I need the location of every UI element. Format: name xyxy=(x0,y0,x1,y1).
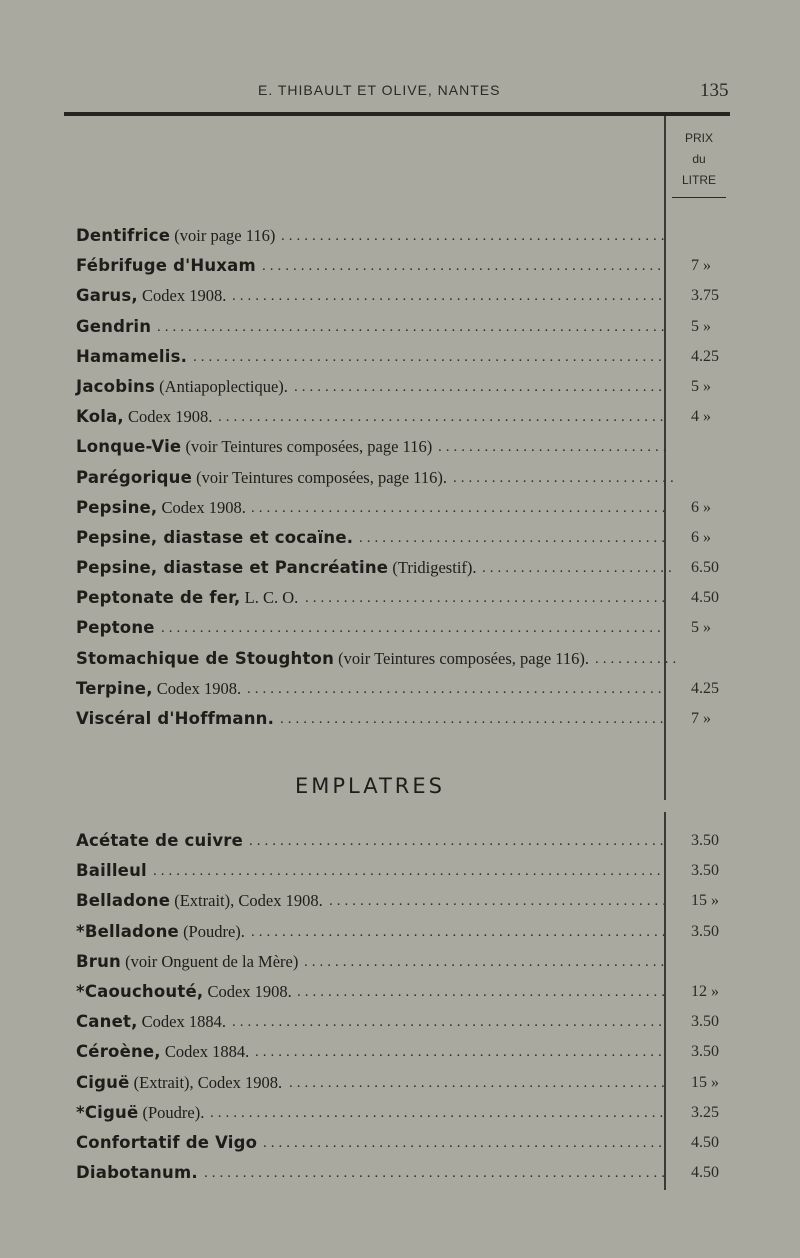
entry-note: L. C. O. xyxy=(240,588,299,608)
entry-name: Diabotanum. xyxy=(76,1163,198,1183)
dot-leader: ........................................................... xyxy=(210,1104,668,1121)
entry-price: 4.25 xyxy=(691,679,719,697)
price-heading-line2: du xyxy=(692,152,706,166)
entry-price: 5 » xyxy=(691,317,711,335)
entry-price: 15 » xyxy=(691,892,719,910)
entry-price: 3.50 xyxy=(691,922,719,940)
section2-entry xyxy=(76,1068,736,1098)
page-number: 135 xyxy=(700,80,729,101)
dot-leader: .................................................................. xyxy=(153,863,665,880)
section1-entry xyxy=(76,613,736,643)
section2-entry xyxy=(76,1007,736,1037)
section2-entry xyxy=(76,1037,736,1067)
entry-note: (voir Teintures composées, page 116) xyxy=(181,437,433,457)
entry-note: Codex 1908. xyxy=(137,286,227,306)
section1-entry xyxy=(76,342,736,372)
entry-name: Hamamelis. xyxy=(76,346,188,366)
entry-price: 3.50 xyxy=(691,1043,719,1061)
dot-leader: ................................................ xyxy=(297,983,669,1000)
entry-price: 7 » xyxy=(691,710,711,727)
entry-name: Brun xyxy=(76,951,122,971)
section1-entry xyxy=(76,281,736,311)
entry-note: (Extrait), Codex 1908. xyxy=(170,891,323,911)
entry-note: Codex 1908. xyxy=(123,407,213,427)
entry-price: 7 » xyxy=(691,257,711,275)
section1-entry xyxy=(76,251,736,281)
section1-entry xyxy=(76,432,736,462)
dot-leader: ........................................................ xyxy=(232,288,666,305)
section2-entry xyxy=(76,1158,736,1188)
entry-name: *Caouchouté, xyxy=(76,981,204,1001)
section2-entry xyxy=(76,977,736,1007)
dot-leader: ........................................................ xyxy=(232,1014,666,1031)
dot-leader: ................................................................. xyxy=(161,620,665,637)
entry-price: 4.50 xyxy=(691,1164,719,1182)
entry-name: Kola, xyxy=(76,407,124,427)
entry-name: *Ciguë xyxy=(76,1102,139,1122)
entry-price: 4 » xyxy=(691,408,711,426)
price-heading-rule xyxy=(672,197,726,198)
entry-name: Acétate de cuivre xyxy=(76,831,243,850)
entry-name: Terpine, xyxy=(76,678,153,698)
entry-note: Codex 1908. xyxy=(152,678,242,698)
entry-name: Belladone xyxy=(76,891,171,911)
dot-leader: ......................... xyxy=(482,560,676,577)
dot-leader: .................................................. xyxy=(280,711,668,727)
running-title: E. THIBAULT ET OLIVE, NANTES xyxy=(258,82,501,98)
entry-note: Codex 1884. xyxy=(137,1012,227,1032)
entry-note: (Antiapoplectique). xyxy=(155,376,288,396)
entry-name: Viscéral d'Hoffmann. xyxy=(76,709,275,728)
entry-price: 3.50 xyxy=(691,862,719,880)
dot-leader: .................................................... xyxy=(263,1134,666,1151)
section2-entry xyxy=(76,856,736,886)
dot-leader: .............................. xyxy=(438,439,671,456)
section1-entry xyxy=(76,402,736,432)
dot-leader: ........... xyxy=(595,650,681,667)
section1-entry xyxy=(76,674,736,704)
price-heading-line1: PRIX xyxy=(684,131,713,145)
entry-note: (Tridigestif). xyxy=(388,558,477,578)
entry-price: 6 » xyxy=(691,498,711,516)
entry-price: 6.50 xyxy=(691,559,719,577)
entry-name: Peptone xyxy=(76,618,155,638)
dot-leader: ..................................................... xyxy=(255,1044,666,1061)
dot-leader: ...................................................... xyxy=(247,680,666,697)
entry-price: 5 » xyxy=(691,619,711,637)
dot-leader: ............................................... xyxy=(305,590,670,607)
entry-note: Codex 1908. xyxy=(203,981,292,1001)
section2-entry xyxy=(76,1128,736,1158)
entry-name: Gendrin xyxy=(76,316,152,336)
dot-leader: .................................................. xyxy=(281,228,669,244)
entry-name: Pepsine, diastase et cocaïne. xyxy=(76,527,354,547)
entry-name: Dentifrice xyxy=(76,226,171,245)
entry-name: Jacobins xyxy=(76,376,156,396)
entry-name: Lonque-Vie xyxy=(76,437,182,457)
page-header xyxy=(0,80,800,104)
price-heading-line3: LITRE xyxy=(681,173,716,187)
entry-name: Peptonate de fer, xyxy=(76,588,241,608)
entry-name: Pepsine, diastase et Pancréatine xyxy=(76,558,389,578)
entry-name: Parégorique xyxy=(76,467,193,487)
entry-name: Ciguë xyxy=(76,1072,130,1092)
dot-leader: ............................................................ xyxy=(204,1165,669,1182)
entry-name: Garus, xyxy=(76,286,138,306)
section2-entry xyxy=(76,917,736,947)
entry-name: Stomachique de Stoughton xyxy=(76,648,335,668)
entry-name: Céroène, xyxy=(76,1042,161,1062)
entry-price: 5 » xyxy=(691,377,711,395)
entry-note: Codex 1884. xyxy=(160,1042,250,1062)
dot-leader: ...................................................... xyxy=(249,833,668,849)
entry-note: (voir Onguent de la Mère) xyxy=(121,951,299,971)
header-rule xyxy=(64,112,730,116)
section1-entry xyxy=(76,523,736,553)
entry-price: 12 » xyxy=(691,982,719,1000)
section-title-emplatres: EMPLATRES xyxy=(295,774,445,798)
entry-note: (Poudre). xyxy=(138,1102,205,1122)
entry-name: Bailleul xyxy=(76,861,147,881)
entry-price: 4.50 xyxy=(691,589,719,607)
section2-entry xyxy=(76,1098,736,1128)
dot-leader: ........................................ xyxy=(359,529,669,546)
entry-price: 4.25 xyxy=(691,347,719,365)
emplatres-list xyxy=(76,826,736,1188)
entry-name: Pepsine, xyxy=(76,497,158,517)
dot-leader: .......................................................... xyxy=(218,409,668,426)
entry-price: 3.75 xyxy=(691,287,719,305)
entry-price: 3.25 xyxy=(691,1103,719,1121)
entry-name: *Belladone xyxy=(76,921,179,941)
section1-entry xyxy=(76,644,736,674)
dot-leader: ...................................................... xyxy=(251,923,670,940)
entry-name: Fébrifuge d'Huxam xyxy=(76,256,256,276)
dot-leader: .................................................................. xyxy=(157,318,669,335)
section1-entry xyxy=(76,463,736,493)
entry-note: (Poudre). xyxy=(178,921,245,941)
dot-leader: .................................................... xyxy=(262,258,665,275)
section1-entry xyxy=(76,553,736,583)
dot-leader: ................................................ xyxy=(294,378,666,395)
entry-note: (voir Teintures composées, page 116). xyxy=(334,648,590,668)
entry-price: 3.50 xyxy=(691,832,719,849)
section2-entry xyxy=(76,886,736,916)
entry-note: Codex 1908. xyxy=(157,497,246,517)
entry-price: 4.50 xyxy=(691,1133,719,1151)
dot-leader: ............................................... xyxy=(304,953,669,970)
entry-note: (voir Teintures composées, page 116). xyxy=(192,467,448,487)
entry-note: (Extrait), Codex 1908. xyxy=(129,1072,283,1092)
price-column-heading xyxy=(668,128,730,198)
dot-leader: ...................................................... xyxy=(251,499,670,516)
section1-entry xyxy=(76,704,736,734)
section1-entry xyxy=(76,372,736,402)
entry-name: Canet, xyxy=(76,1012,138,1032)
section2-entry xyxy=(76,947,736,977)
entry-price: 6 » xyxy=(691,528,711,546)
section1-entry xyxy=(76,583,736,613)
dot-leader: ................................................. xyxy=(289,1074,669,1091)
dot-leader: ............................................................. xyxy=(193,348,666,365)
entry-name: Confortatif de Vigo xyxy=(76,1132,258,1152)
entry-price: 3.50 xyxy=(691,1013,719,1031)
section1-entry xyxy=(76,493,736,523)
section1-entry xyxy=(76,312,736,342)
entry-note: (voir page 116) xyxy=(170,226,276,245)
section2-entry xyxy=(76,826,736,856)
entry-price: 15 » xyxy=(691,1073,719,1091)
preparations-list xyxy=(76,221,736,734)
dot-leader: ............................................ xyxy=(329,893,670,910)
dot-leader: ............................. xyxy=(453,469,678,486)
section1-entry xyxy=(76,221,736,251)
